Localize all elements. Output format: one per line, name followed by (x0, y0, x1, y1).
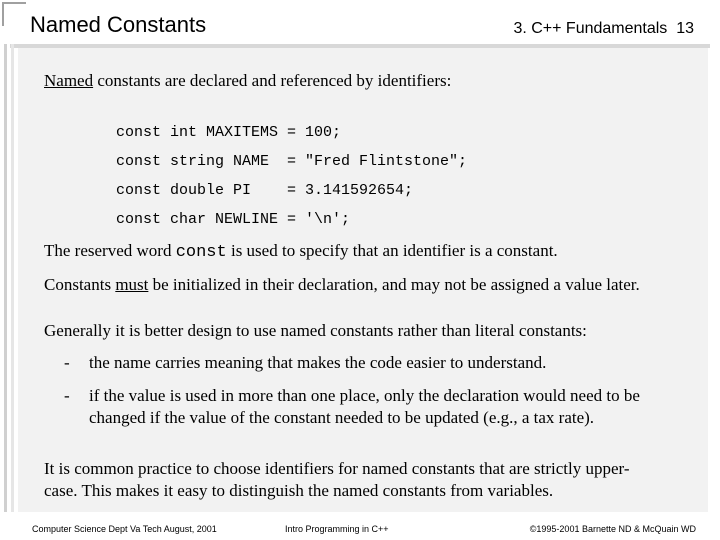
bullet-text: the name carries meaning that makes the code easier to understand. (89, 353, 547, 372)
code-example (116, 122, 467, 238)
code-line: const double PI = 3.141592654; (116, 182, 414, 199)
bullet-item (64, 352, 684, 374)
practice-line-2: case. This makes it easy to distinguish the named constants from variables. (44, 481, 554, 500)
intro-text: constants are declared and referenced by identifiers: (93, 71, 452, 90)
code-line: const string NAME = "Fred Flintstone"; (116, 153, 468, 170)
left-border-rule (4, 44, 7, 512)
footer-center: Intro Programming in C++ (285, 524, 389, 534)
frame-corner-decoration (2, 2, 26, 26)
slide-title: Named Constants (30, 12, 207, 37)
intro-paragraph (44, 70, 451, 92)
intro-underlined-word: Named (44, 71, 94, 90)
code-line: const int MAXITEMS = 100; (116, 124, 342, 141)
reserved-text-before: The reserved word (44, 241, 176, 260)
chapter-name: 3. C++ Fundamentals (513, 20, 668, 37)
reserved-keyword: const (175, 243, 227, 262)
code-line: const char NEWLINE = '\n'; (116, 211, 351, 228)
init-text-before: Constants (44, 275, 116, 294)
bullet-item (64, 385, 684, 429)
initialization-paragraph (44, 274, 640, 296)
bullet-dash: - (64, 353, 70, 372)
init-underlined-word: must (115, 275, 149, 294)
reserved-text-after: is used to specify that an identifier is a constant. (226, 241, 558, 260)
left-border-rule-inner (11, 44, 14, 512)
practice-line-1: It is common practice to choose identifiers for named constants that are strictly upper- (44, 459, 630, 478)
design-paragraph: Generally it is better design to use named constants rather than literal constants: (44, 321, 587, 340)
page-number: 13 (676, 20, 694, 37)
footer-left: Computer Science Dept Va Tech August, 2001 (32, 524, 217, 534)
init-text-after: be initialized in their declaration, and may not be assigned a value later. (148, 275, 640, 294)
footer-right: ©1995-2001 Barnette ND & McQuain WD (529, 524, 696, 534)
reserved-word-paragraph (44, 240, 558, 264)
chapter-label (513, 20, 694, 38)
bullet-dash: - (64, 386, 70, 405)
bullet-text: if the value is used in more than one place, only the declaration would need to be changed if the value of the constant needed to be updated (e.g., a tax rate). (89, 386, 640, 427)
